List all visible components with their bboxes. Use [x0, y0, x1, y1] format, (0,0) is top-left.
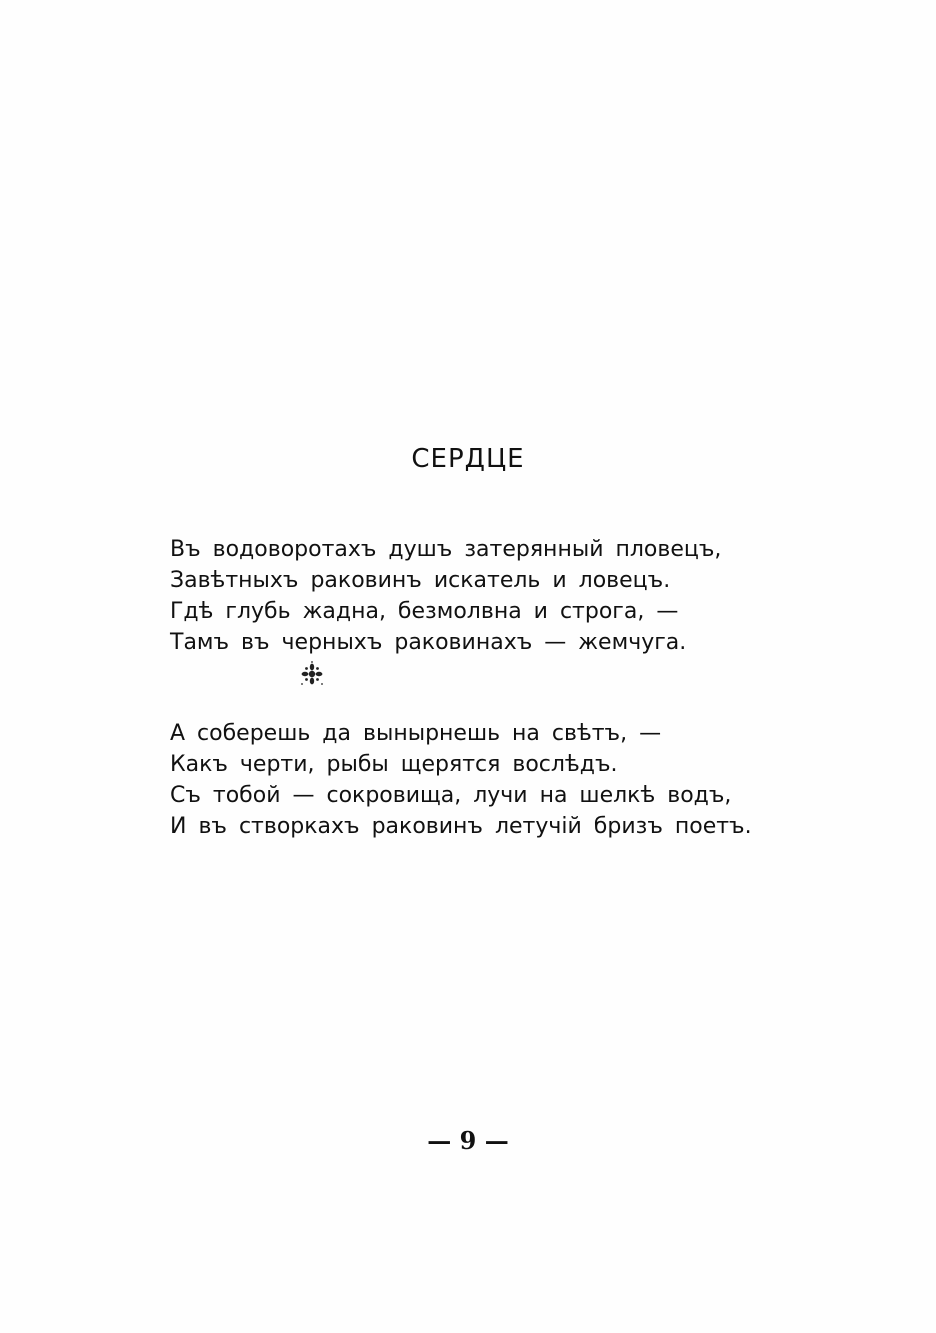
poem-title: СЕРДЦЕ [411, 444, 525, 474]
verse-line: Завѣтныхъ раковинъ искатель и ловецъ. [170, 568, 671, 593]
verse-line: Тамъ въ черныхъ раковинахъ — жемчуга. [170, 630, 687, 655]
verse-line: Какъ черти, рыбы щерятся вослѣдъ. [170, 752, 618, 777]
page-number: — 9 — [427, 1126, 509, 1155]
verse-line: Гдѣ глубь жадна, безмолвна и строга, — [170, 599, 679, 624]
floral-ornament-icon [297, 659, 327, 689]
stanza-1 [170, 534, 890, 658]
verse-line: Съ тобой — сокровища, лучи на шелкѣ водъ, [170, 783, 732, 808]
verse-line: Въ водоворотахъ душъ затерянный пловецъ, [170, 537, 722, 562]
verse-line: А соберешь да вынырнешь на свѣтъ, — [170, 721, 662, 746]
stanza-2 [170, 718, 890, 842]
verse-line: И въ створкахъ раковинъ летучій бризъ поетъ. [170, 814, 752, 839]
